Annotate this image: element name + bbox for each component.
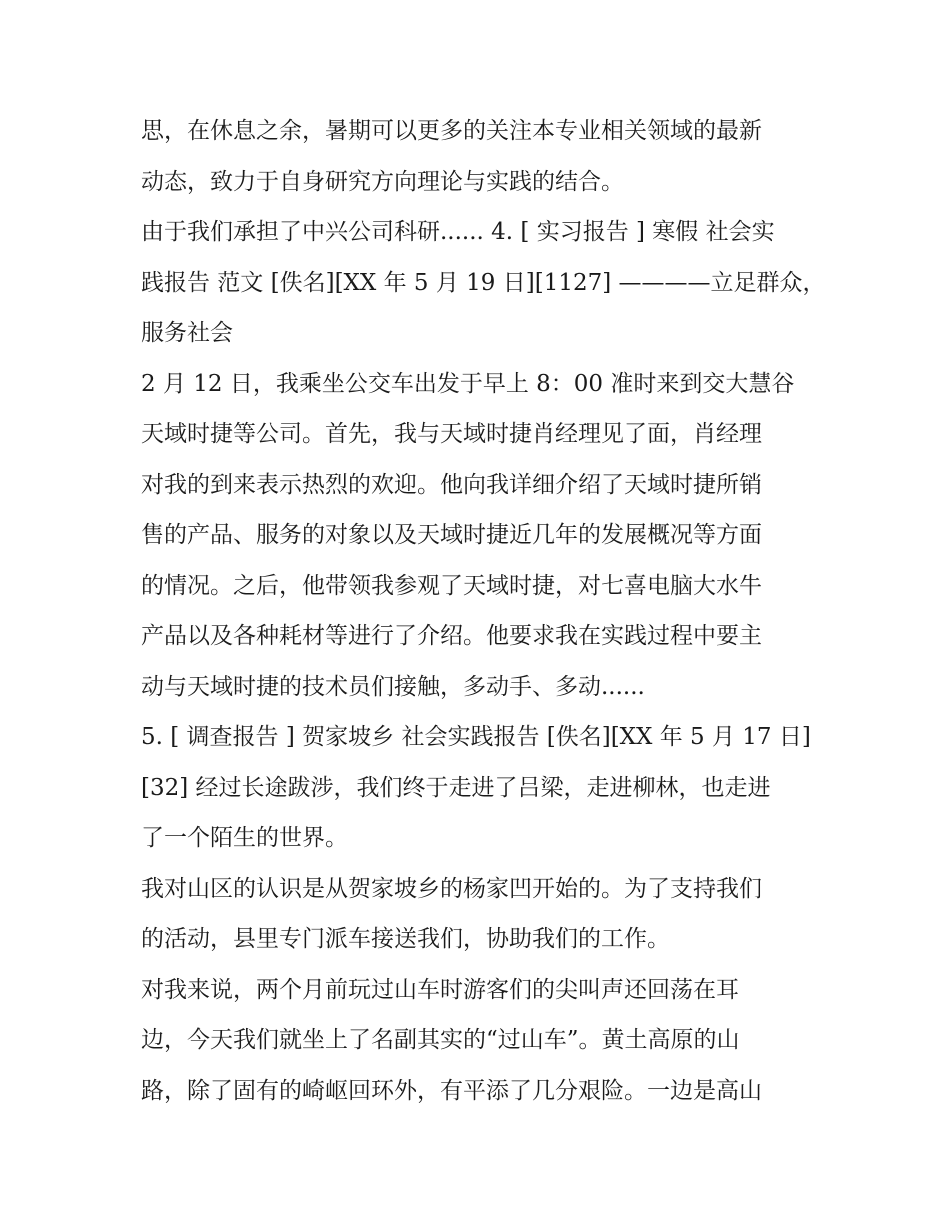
text-line: 服务社会 bbox=[141, 320, 233, 346]
paragraph-4 bbox=[141, 712, 821, 864]
text-line: 边，今天我们就坐上了名副其实的“过山车”。黄土高原的山 bbox=[141, 1027, 740, 1053]
text-line: 动与天域时捷的技术员们接触，多动手、多动...... bbox=[141, 673, 645, 700]
text-line: 动态，致力于自身研究方向理论与实践的结合。 bbox=[141, 168, 624, 195]
text-line: 的活动，县里专门派车接送我们，协助我们的工作。 bbox=[141, 926, 670, 952]
text-line: 对我来说，两个月前玩过山车时游客们的尖叫声还回荡在耳 bbox=[141, 976, 739, 1003]
text-line: 我对山区的认识是从贺家坡乡的杨家凹开始的。为了支持我们 bbox=[141, 875, 762, 902]
paragraph-3 bbox=[141, 359, 821, 713]
text-line: 产品以及各种耗材等进行了介绍。他要求我在实践过程中要主 bbox=[141, 623, 762, 649]
document-body bbox=[141, 106, 826, 1116]
text-line: [32] 经过长途跋涉，我们终于走进了吕梁，走进柳林，也走进 bbox=[141, 774, 771, 801]
text-line: 售的产品、服务的对象以及天域时捷近几年的发展概况等方面 bbox=[141, 522, 762, 548]
text-line: 对我的到来表示热烈的欢迎。他向我详细介绍了天域时捷所销 bbox=[141, 471, 762, 498]
text-line: 5. [ 调查报告 ] 贺家坡乡 社会实践报告 [佚名][XX 年 5 月 17 日] bbox=[141, 724, 811, 750]
text-line: 2 月 12 日，我乘坐公交车出发于早上 8：00 准时来到交大慧谷 bbox=[141, 370, 795, 397]
text-line: 天域时捷等公司。首先，我与天域时捷肖经理见了面，肖经理 bbox=[141, 421, 762, 447]
paragraph-1 bbox=[141, 106, 821, 207]
text-line: 思，在休息之余，暑期可以更多的关注本专业相关领域的最新 bbox=[141, 118, 762, 144]
text-line: 的情况。之后，他带领我参观了天域时捷，对七喜电脑大水牛 bbox=[141, 572, 762, 599]
paragraph-5 bbox=[141, 864, 821, 965]
text-line: 由于我们承担了中兴公司科研...... 4. [ 实习报告 ] 寒假 社会实 bbox=[141, 219, 775, 245]
text-line: 路，除了固有的崎岖回环外，有平添了几分艰险。一边是高山 bbox=[141, 1077, 762, 1104]
text-line: 践报告 范文 [佚名][XX 年 5 月 19 日][1127] ————立足群众， bbox=[141, 269, 826, 296]
text-line: 了一个陌生的世界。 bbox=[141, 825, 348, 851]
paragraph-6 bbox=[141, 965, 821, 1117]
paragraph-2 bbox=[141, 207, 826, 359]
